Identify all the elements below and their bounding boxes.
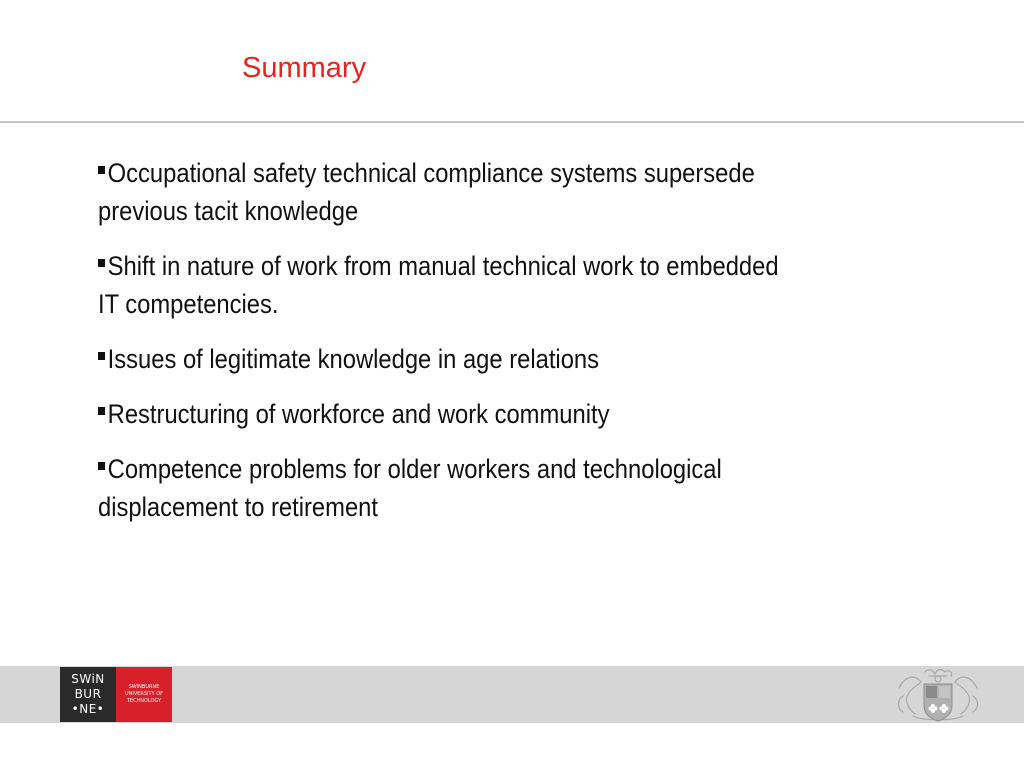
bullet-item: [98, 154, 798, 230]
logo-mark-line: •NE•: [71, 702, 105, 716]
square-bullet-icon: [98, 407, 105, 415]
bullet-text: Shift in nature of work from manual technical work to embedded IT competencies.: [98, 251, 779, 319]
logo-mark: [60, 667, 116, 722]
logo-name-line: UNIVERSITY OF: [124, 691, 164, 697]
bullet-text: Competence problems for older workers and technological displacement to retirement: [98, 454, 722, 522]
square-bullet-icon: [98, 462, 105, 470]
bullet-text: Issues of legitimate knowledge in age relations: [107, 344, 600, 374]
bullet-text: Restructuring of workforce and work community: [107, 399, 610, 429]
logo-name-line: SWINBURNE: [128, 684, 160, 690]
bullet-item: [98, 395, 798, 433]
slide-title: Summary: [242, 52, 367, 84]
header-divider: [0, 121, 1024, 123]
bullet-list: [98, 154, 798, 543]
logo-name-line: TECHNOLOGY: [126, 698, 162, 704]
bullet-item: [98, 450, 798, 526]
square-bullet-icon: [98, 352, 105, 360]
square-bullet-icon: [98, 166, 105, 174]
square-bullet-icon: [98, 259, 105, 267]
bullet-item: [98, 340, 798, 378]
university-crest-icon: [893, 666, 983, 723]
logo-mark-line: SWiN: [71, 672, 105, 686]
bullet-text: Occupational safety technical compliance systems supersede previous tacit knowledge: [98, 158, 755, 226]
bullet-item: [98, 247, 798, 323]
logo-mark-line: BUR: [74, 687, 102, 701]
logo-wordmark: [116, 667, 172, 722]
swinburne-logo: [60, 667, 172, 722]
